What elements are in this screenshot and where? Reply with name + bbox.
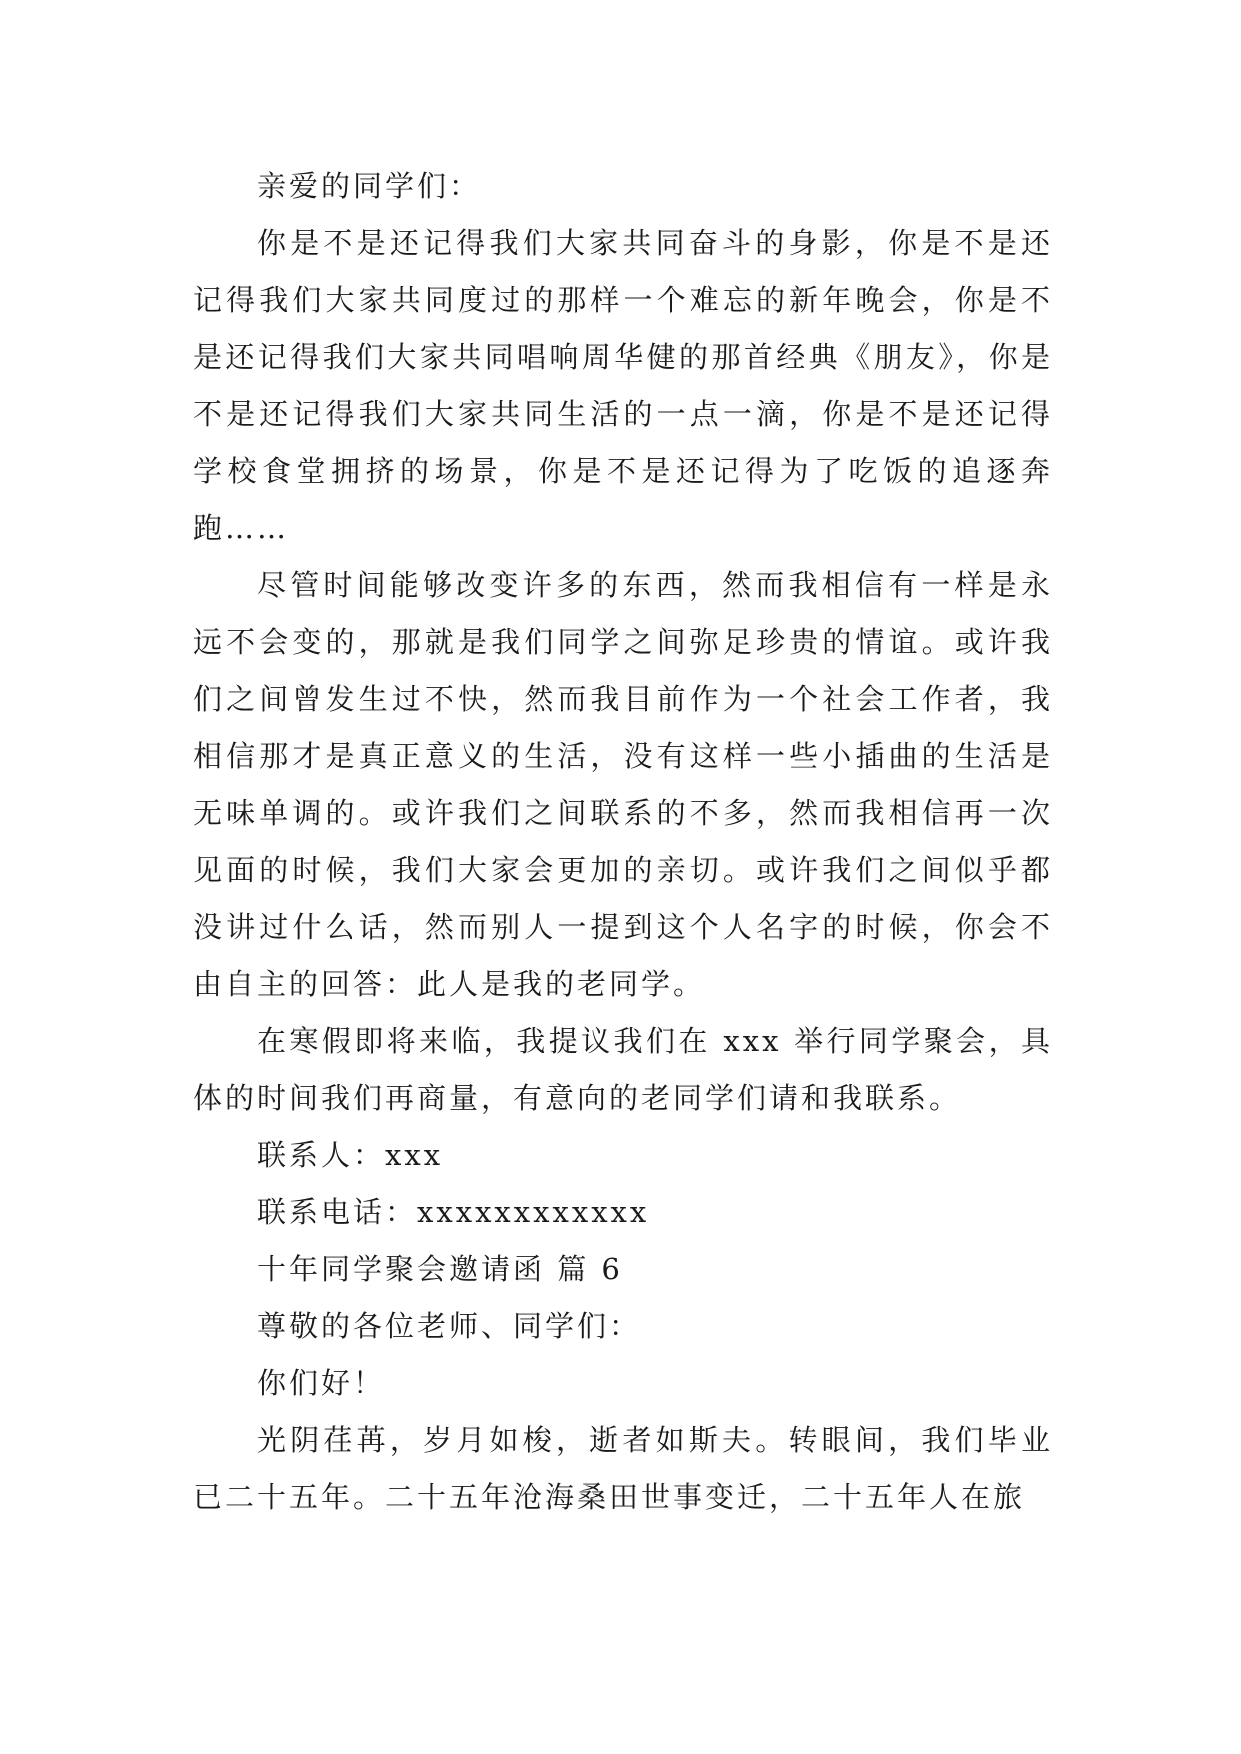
paragraph-proposal: 在寒假即将来临，我提议我们在 xxx 举行同学聚会，具体的时间我们再商量，有意向的老同学们请和我联系。 [193, 1024, 1053, 1115]
paragraph-time-passes: 光阴荏苒，岁月如梭，逝者如斯夫。转眼间，我们毕业已二十五年。二十五年沧海桑田世事变迁，二十五年人在旅 [193, 1423, 1053, 1514]
greeting-teachers: 尊敬的各位老师、同学们： [257, 1309, 642, 1343]
paragraph-memories: 你是不是还记得我们大家共同奋斗的身影，你是不是还记得我们大家共同度过的那样一个难忘的新年晚会，你是不是还记得我们大家共同唱响周华健的那首经典《朋友》，你是不是还记得我们大家共同生活的一点一滴，你是不是还记得学校食堂拥挤的场景，你是不是还记得为了吃饭的追逐奔跑…… [193, 226, 1053, 545]
greeting: 亲爱的同学们： [257, 169, 482, 203]
section-title: 十年同学聚会邀请函 篇 6 [257, 1252, 623, 1286]
hello-line: 你们好！ [257, 1366, 386, 1400]
document-body [193, 158, 1053, 1526]
paragraph-friendship: 尽管时间能够改变许多的东西，然而我相信有一样是永远不会变的，那就是我们同学之间弥足珍贵的情谊。或许我们之间曾发生过不快，然而我目前作为一个社会工作者，我相信那才是真正意义的生活，没有这样一些小插曲的生活是无味单调的。或许我们之间联系的不多，然而我相信再一次见面的时候，我们大家会更加的亲切。或许我们之间似乎都没讲过什么话，然而别人一提到这个人名字的时候，你会不由自主的回答：此人是我的老同学。 [193, 568, 1053, 1001]
contact-person: 联系人：xxx [257, 1138, 444, 1172]
contact-phone: 联系电话：xxxxxxxxxxxx [257, 1195, 650, 1229]
